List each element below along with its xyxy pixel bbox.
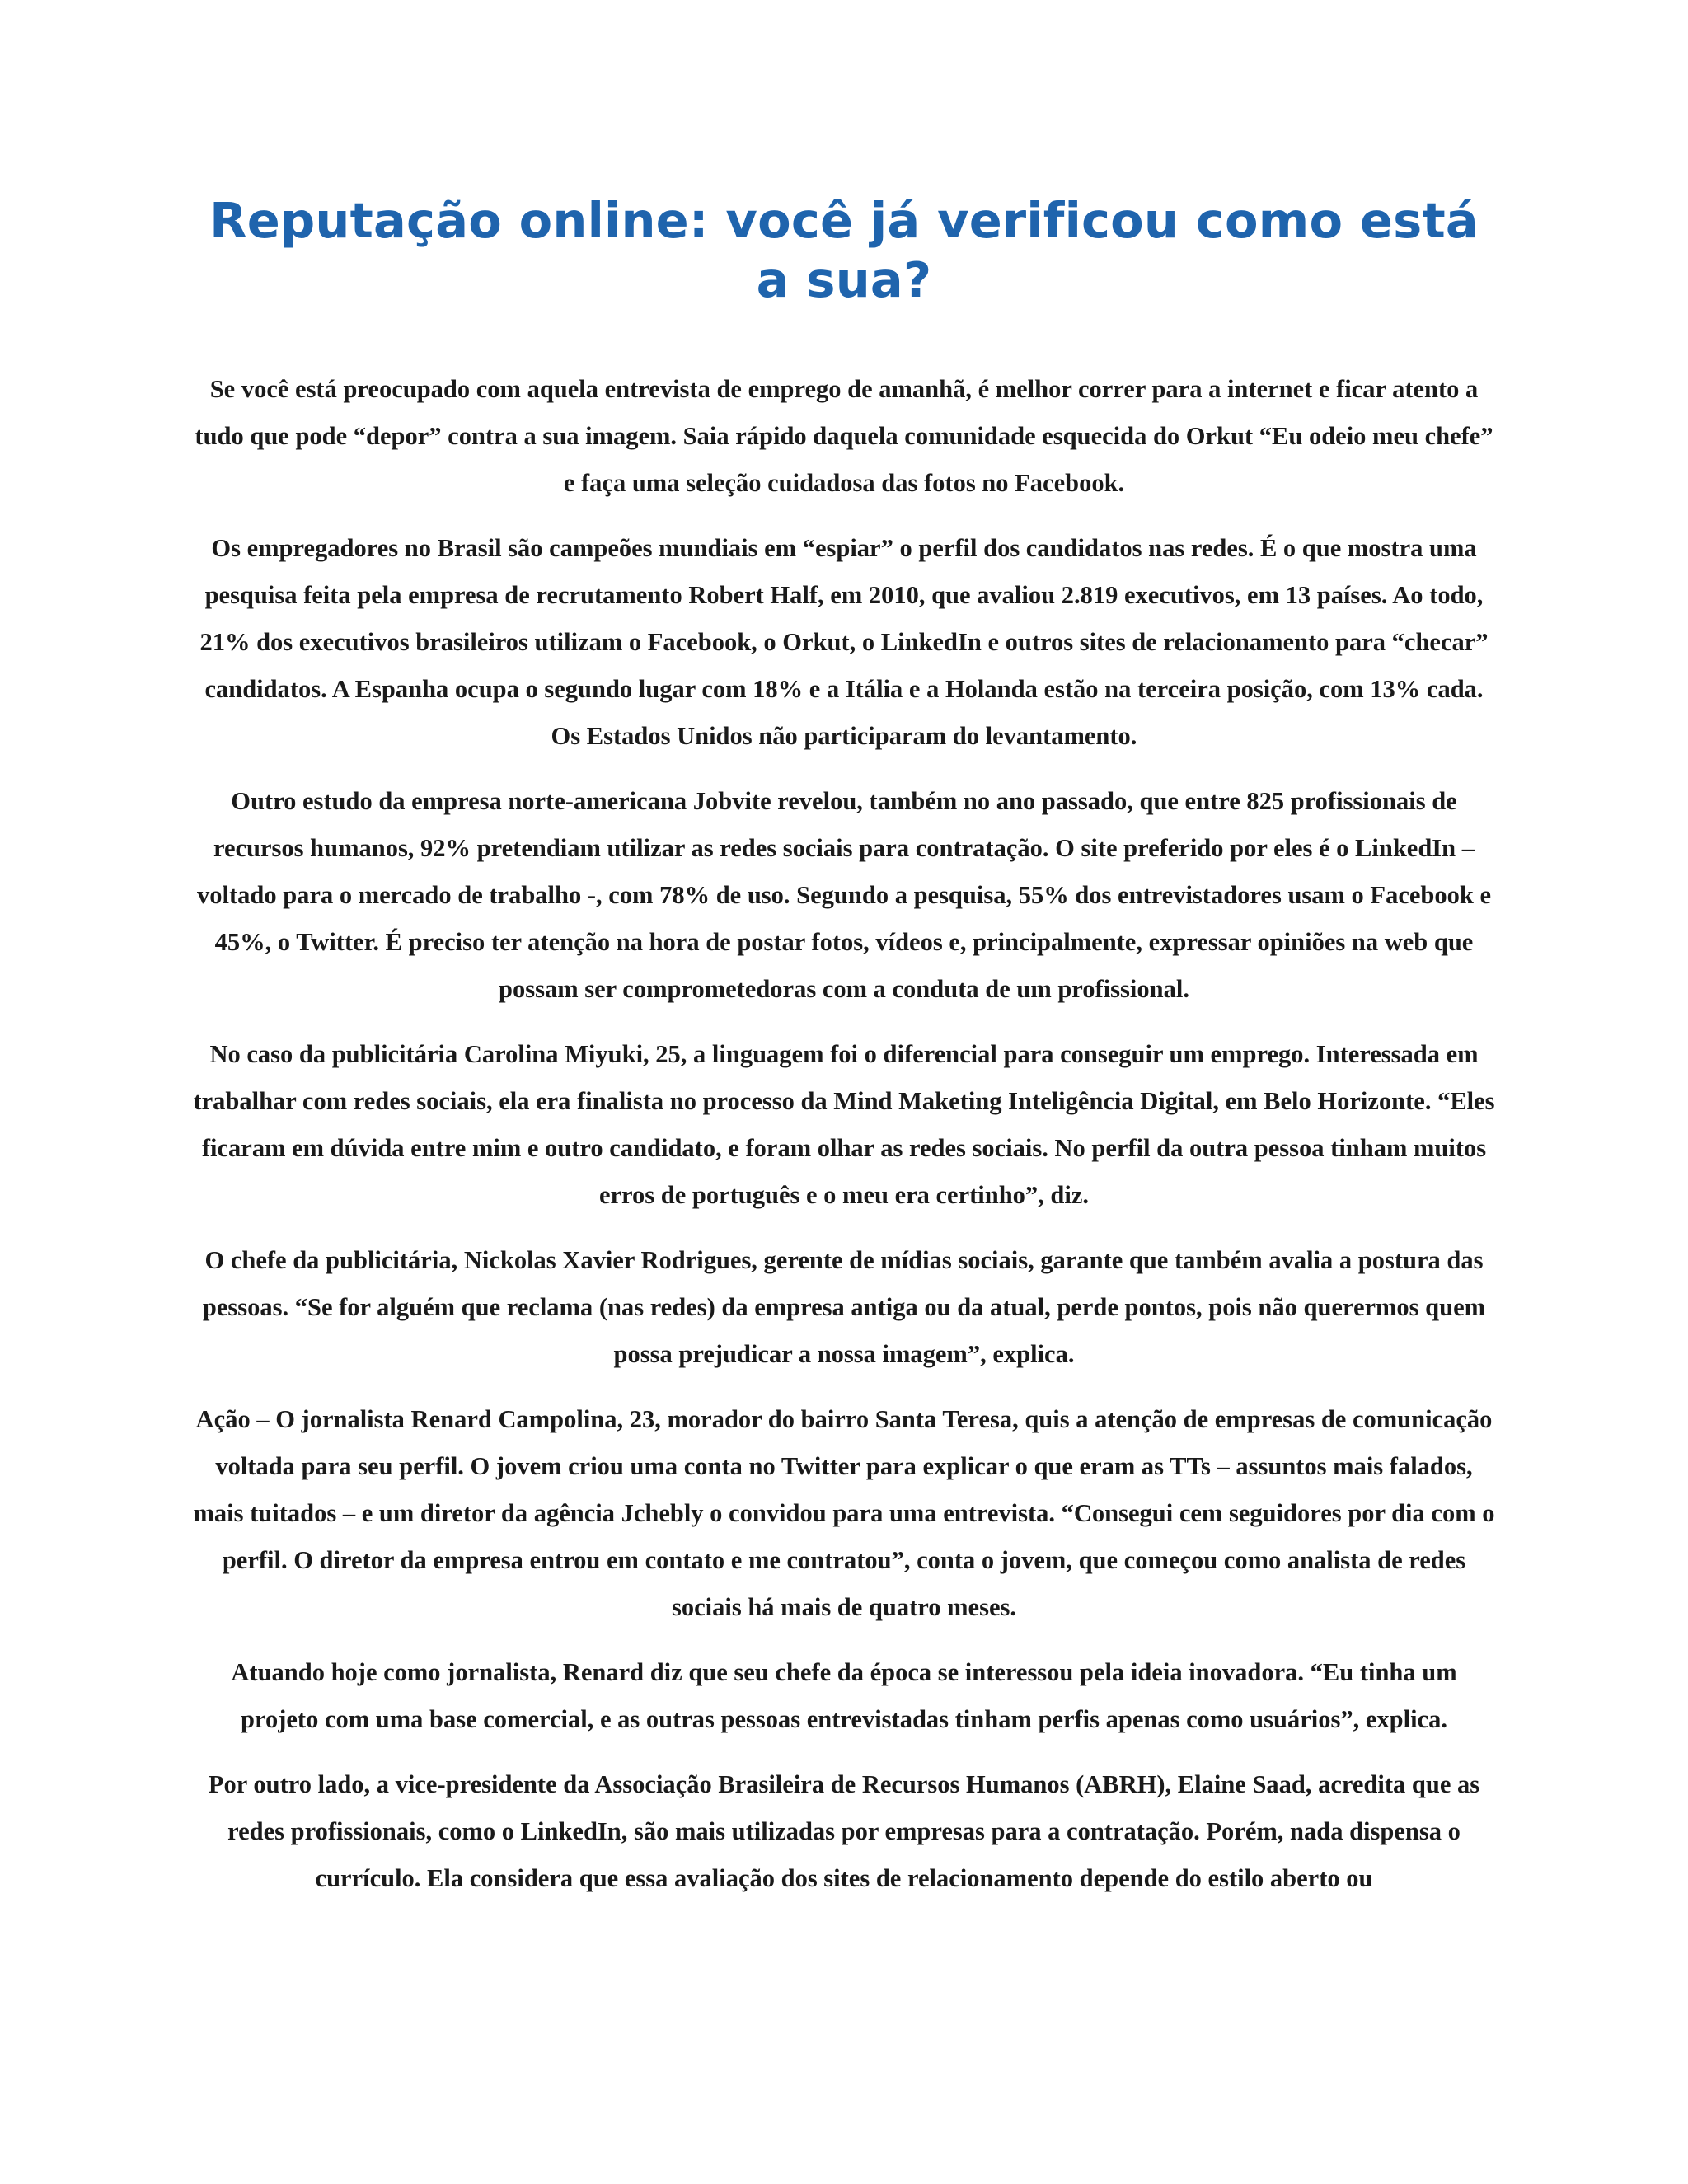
paragraph-carolina-miyuki: No caso da publicitária Carolina Miyuki, 25, a linguagem foi o diferencial para conseguir um emprego. Interessada em trabalhar com redes sociais, ela era finalista no processo da Mind Maketing Inteligência Digital, em Belo Horizonte. “Eles ficaram em dúvida entre mim e outro candidato, e foram olhar as redes sociais. No perfil da outra pessoa tinham muitos erros de português e o meu era certinho”, diz.: [193, 1040, 1495, 1209]
paragraph-jobvite-study: Outro estudo da empresa norte-americana Jobvite revelou, também no ano passado, que entre 825 profissionais de recursos humanos, 92% pretendiam utilizar as redes sociais para contratação. O site preferido por eles é o LinkedIn – voltado para o mercado de trabalho -, com 78% de uso. Segundo a pesquisa, 55% dos entrevistadores usam o Facebook e 45%, o Twitter. É preciso ter atenção na hora de postar fotos, vídeos e, principalmente, expressar opiniões na web que possam ser comprometedoras com a conduta de um profissional.: [197, 787, 1491, 1003]
paragraph-robert-half-survey: Os empregadores no Brasil são campeões mundiais em “espiar” o perfil dos candidatos nas redes. É o que mostra uma pesquisa feita pela empresa de recrutamento Robert Half, em 2010, que avaliou 2.819 executivos, em 13 países. Ao todo, 21% dos executivos brasileiros utilizam o Facebook, o Orkut, o LinkedIn e outros sites de relacionamento para “checar” candidatos. A Espanha ocupa o segundo lugar com 18% e a Itália e a Holanda estão na terceira posição, com 13% cada. Os Estados Unidos não participaram do levantamento.: [199, 534, 1489, 750]
paragraph-nickolas-rodrigues: O chefe da publicitária, Nickolas Xavier Rodrigues, gerente de mídias sociais, garante que também avalia a postura das pessoas. “Se for alguém que reclama (nas redes) da empresa antiga ou da atual, perde pontos, pois não querermos quem possa prejudicar a nossa imagem”, explica.: [202, 1246, 1486, 1368]
paragraph-renard-journalist: Atuando hoje como jornalista, Renard diz que seu chefe da época se interessou pela ideia inovadora. “Eu tinha um projeto com uma base comercial, e as outras pessoas entrevistadas tinham perfis apenas como usuários”, explica.: [231, 1658, 1457, 1733]
paragraph-renard-campolina: Ação – O jornalista Renard Campolina, 23, morador do bairro Santa Teresa, quis a atenção de empresas de comunicação voltada para seu perfil. O jovem criou uma conta no Twitter para explicar o que eram as TTs – assuntos mais falados, mais tuitados – e um diretor da agência Jchebly o convidou para uma entrevista. “Consegui cem seguidores por dia com o perfil. O diretor da empresa entrou em contato e me contratou”, conta o jovem, que começou como analista de redes sociais há mais de quatro meses.: [193, 1405, 1495, 1621]
paragraph-elaine-saad: Por outro lado, a vice-presidente da Associação Brasileira de Recursos Humanos (ABRH), Elaine Saad, acredita que as redes profissionais, como o LinkedIn, são mais utilizadas por empresas para a contratação. Porém, nada dispensa o currículo. Ela considera que essa avaliação dos sites de relacionamento depende do estilo aberto ou: [208, 1770, 1480, 1892]
paragraph-intro: Se você está preocupado com aquela entrevista de emprego de amanhã, é melhor correr para a internet e ficar atento a tudo que pode “depor” contra a sua imagem. Saia rápido daquela comunidade esquecida do Orkut “Eu odeio meu chefe” e faça uma seleção cuidadosa das fotos no Facebook.: [195, 375, 1493, 497]
article-body: [190, 366, 1498, 1920]
article-title: Reputação online: você já verificou como está a sua?: [209, 192, 1479, 308]
